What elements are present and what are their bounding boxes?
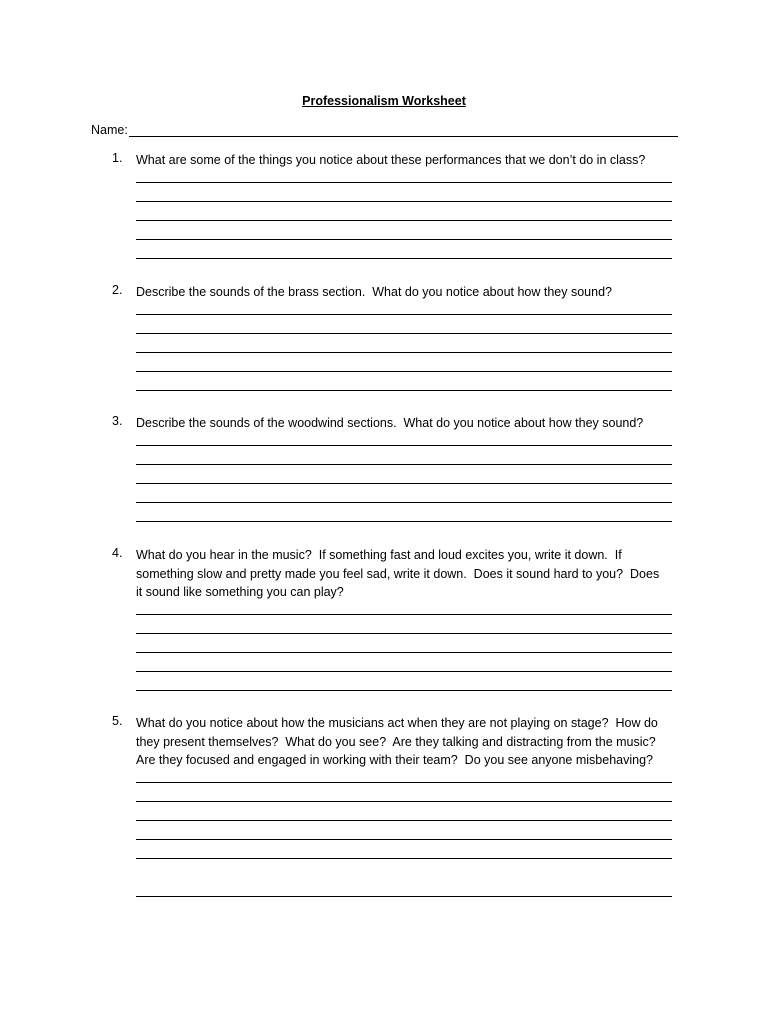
answer-line[interactable] bbox=[136, 614, 672, 615]
question-text: What do you hear in the music? If something fast and loud excites you, write it down. If something slow and pretty made you feel sad, write it down. Does it sound hard to you? Does it sound like something you can play? bbox=[136, 548, 660, 599]
name-field[interactable] bbox=[91, 123, 678, 139]
question-text: What do you notice about how the musicians act when they are not playing on stage? How do they present themselves? What do you see? Are they talking and distracting from the music? Are they focused and engaged in working with their team? Do you see anyone misbehaving? bbox=[136, 716, 658, 767]
answer-line[interactable] bbox=[136, 371, 672, 372]
name-label: Name: bbox=[91, 123, 128, 137]
answer-line[interactable] bbox=[136, 652, 672, 653]
question-text: What are some of the things you notice about these performances that we don’t do in class? bbox=[136, 153, 646, 167]
answer-line[interactable] bbox=[136, 690, 672, 691]
answer-line[interactable] bbox=[136, 521, 672, 522]
answer-line[interactable] bbox=[136, 820, 672, 821]
answer-line[interactable] bbox=[136, 839, 672, 840]
answer-line[interactable] bbox=[136, 352, 672, 353]
answer-line[interactable] bbox=[136, 464, 672, 465]
answer-line[interactable] bbox=[136, 483, 672, 484]
answer-line[interactable] bbox=[136, 896, 672, 897]
answer-line[interactable] bbox=[136, 445, 672, 446]
answer-line[interactable] bbox=[136, 858, 672, 859]
answer-line[interactable] bbox=[136, 671, 672, 672]
answer-line[interactable] bbox=[136, 314, 672, 315]
question-text: Describe the sounds of the woodwind sections. What do you notice about how they sound? bbox=[136, 416, 644, 430]
answer-line[interactable] bbox=[136, 258, 672, 259]
question-number: 5. bbox=[112, 714, 123, 728]
answer-line[interactable] bbox=[136, 201, 672, 202]
name-underline[interactable] bbox=[129, 136, 678, 137]
answer-line[interactable] bbox=[136, 239, 672, 240]
question-number: 1. bbox=[112, 151, 123, 165]
worksheet-title: Professionalism Worksheet bbox=[302, 94, 466, 108]
answer-line[interactable] bbox=[136, 390, 672, 391]
question-number: 3. bbox=[112, 414, 123, 428]
question-text: Describe the sounds of the brass section. What do you notice about how they sound? bbox=[136, 285, 612, 299]
answer-line[interactable] bbox=[136, 220, 672, 221]
question-number: 2. bbox=[112, 283, 123, 297]
answer-line[interactable] bbox=[136, 801, 672, 802]
answer-line[interactable] bbox=[136, 502, 672, 503]
answer-line[interactable] bbox=[136, 182, 672, 183]
answer-line[interactable] bbox=[136, 333, 672, 334]
answer-line[interactable] bbox=[136, 633, 672, 634]
question-number: 4. bbox=[112, 546, 123, 560]
answer-line[interactable] bbox=[136, 782, 672, 783]
